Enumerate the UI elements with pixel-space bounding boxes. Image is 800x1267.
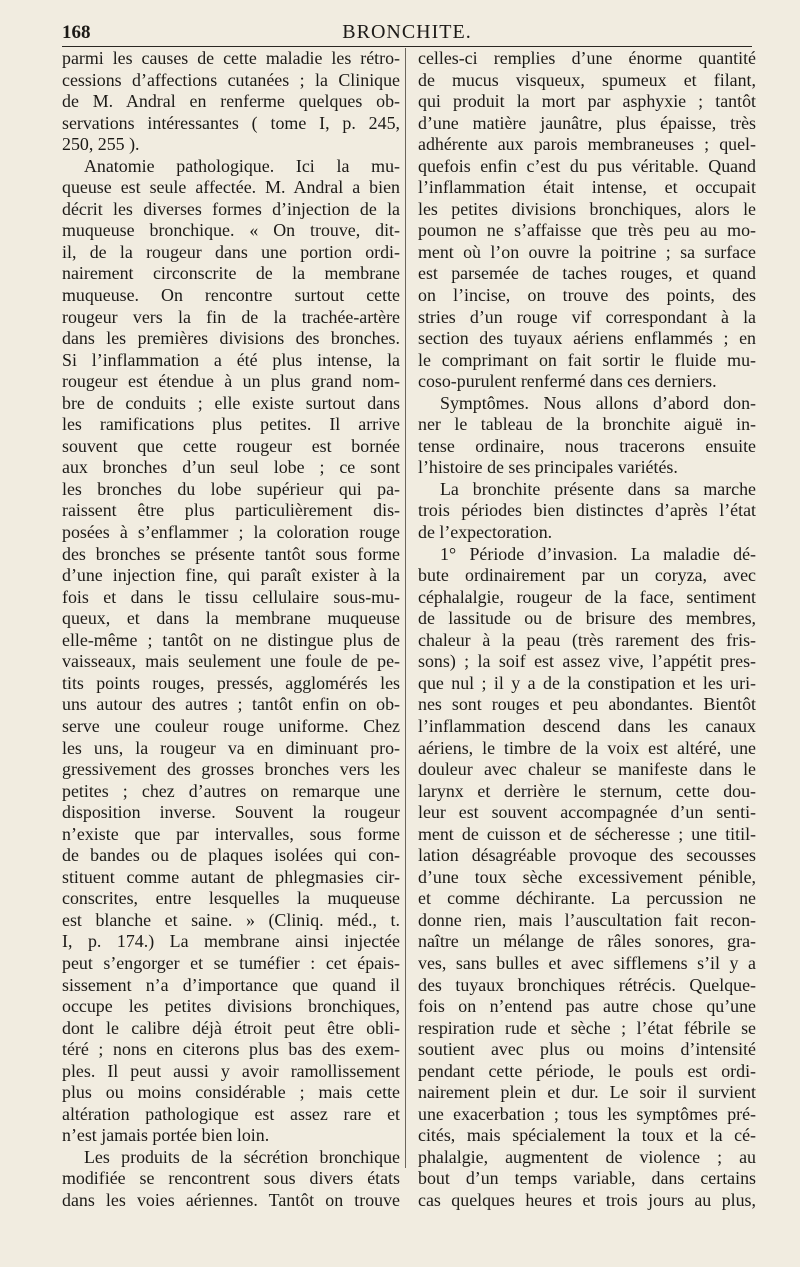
text-line: de l’expectoration. bbox=[418, 522, 553, 543]
text-line: La bronchite présente dans sa marche bbox=[440, 478, 756, 499]
text-line: et comme déchirante. La percussion ne bbox=[418, 888, 756, 909]
text-line: bout d’un temps variable, dans certains bbox=[418, 1168, 756, 1189]
text-line: dans les premières divisions des bronches. bbox=[62, 328, 400, 349]
text-line: ples. Il peut aussi y avoir ramollissement bbox=[62, 1060, 400, 1081]
text-line: téré ; nons en citerons plus bas des exem- bbox=[62, 1039, 400, 1060]
text-line: le comprimant on fait sortir le fluide mu- bbox=[418, 349, 756, 370]
text-line: ner le tableau de la bronchite aiguë in- bbox=[418, 414, 756, 435]
text-line: queux, et dans la membrane muqueuse bbox=[62, 608, 400, 629]
text-line: d’une toux sèche excessivement pénible, bbox=[418, 866, 756, 887]
text-line: de M. Andral en renferme quelques ob- bbox=[62, 91, 400, 112]
text-line: parmi les causes de cette maladie les rétro- bbox=[62, 48, 400, 68]
text-line: souvent que cette rougeur est bornée bbox=[62, 435, 400, 456]
text-line: est blanche et saine. » (Cliniq. méd., t. bbox=[62, 909, 400, 930]
text-line: adhérente aux parois membraneuses ; quel- bbox=[418, 134, 756, 155]
text-line: stituent comme autant de phlegmasies cir- bbox=[62, 866, 400, 887]
text-line: petites ; chez d’autres on remarque une bbox=[62, 780, 400, 801]
text-line: phalalgie, augmentent de violence ; au bbox=[418, 1146, 756, 1167]
text-line: Anatomie pathologique. Ici la mu- bbox=[84, 155, 400, 176]
text-line: aux bronches d’un seul lobe ; ce sont bbox=[62, 457, 400, 478]
text-line: des bronches se présente tantôt sous forme bbox=[62, 543, 400, 564]
text-line: est parsemée de taches rouges, et quand bbox=[418, 263, 756, 284]
text-line: trois périodes bien distinctes d’après l’état bbox=[418, 500, 756, 521]
text-line: de mucus visqueux, spumeux et filant, bbox=[418, 69, 756, 90]
text-line: larynx et derrière le sternum, cette dou- bbox=[418, 780, 756, 801]
text-line: coso-purulent renfermé dans ces derniers. bbox=[418, 371, 717, 392]
text-line: sons) ; la soif est assez vive, l’appétit pres- bbox=[418, 651, 756, 672]
text-line: naître un mélange de râles sonores, gra- bbox=[418, 931, 756, 952]
text-line: serve une couleur rouge uniforme. Chez bbox=[62, 715, 400, 736]
text-line: sissement n’a d’importance que quand il bbox=[62, 974, 400, 995]
text-line: posées à s’enflammer ; la coloration rouge bbox=[62, 522, 400, 543]
text-line: altération pathologique est assez rare et bbox=[62, 1103, 400, 1124]
text-line: peut s’engorger et se tuméfier : cet épais- bbox=[62, 952, 400, 973]
text-line: modifiée se rencontrent sous divers états bbox=[62, 1168, 400, 1189]
text-line: muqueuse. On rencontre surtout cette bbox=[62, 285, 400, 306]
text-line: les uns, la rougeur va en diminuant pro- bbox=[62, 737, 400, 758]
text-line: rougeur est étendue à un plus grand nom- bbox=[62, 371, 400, 392]
text-line: d’une injection fine, qui paraît exister à la bbox=[62, 565, 400, 586]
text-line: aériens, le timbre de la voix est altéré, une bbox=[418, 737, 756, 758]
text-line: leur est souvent accompagnée d’un senti- bbox=[418, 802, 756, 823]
text-line: raissent être plus particulièrement dis- bbox=[62, 500, 400, 521]
text-line: céphalalgie, rougeur de la face, sentiment bbox=[418, 586, 756, 607]
running-title: BRONCHITE. bbox=[342, 21, 472, 43]
text-line: que nul ; il y a de la constipation et les uri- bbox=[418, 672, 756, 693]
text-line: nairement plein et dur. Le soir il survient bbox=[418, 1082, 756, 1103]
text-line: tense ordinaire, nous tracerons ensuite bbox=[418, 435, 756, 456]
text-line: section des tuyaux aériens enflammés ; en bbox=[418, 328, 756, 349]
text-line: tits points rouges, pressés, agglomérés les bbox=[62, 672, 400, 693]
text-line: de bandes ou de plaques isolées qui con- bbox=[62, 845, 400, 866]
text-line: chaleur à la peau (très rarement des fris- bbox=[418, 629, 756, 650]
column-divider bbox=[405, 48, 406, 1168]
text-line: ment de cuisson et de sécheresse ; une titil- bbox=[418, 823, 756, 844]
text-line: cas quelques heures et trois jours au plus, bbox=[418, 1189, 756, 1210]
text-line: elle-même ; tantôt on ne distingue plus de bbox=[62, 629, 400, 650]
text-line: bute ordinairement par un coryza, avec bbox=[418, 565, 756, 586]
text-line: gressivement des grosses bronches vers les bbox=[62, 759, 400, 780]
text-line: lation désagréable provoque des secousses bbox=[418, 845, 756, 866]
text-line: pendant cette période, le pouls est ordi- bbox=[418, 1060, 756, 1081]
text-line: disposition inverse. Souvent la rougeur bbox=[62, 802, 400, 823]
text-line: on l’incise, on trouve des points, des bbox=[418, 285, 756, 306]
text-line: conscrites, entre lesquelles la muqueuse bbox=[62, 888, 400, 909]
text-line: fois on n’entend pas autre chose qu’une bbox=[418, 996, 756, 1017]
text-line: ves, sans bulles et avec sifflemens s’il y a bbox=[418, 952, 756, 973]
text-line: I, p. 174.) La membrane ainsi injectée bbox=[62, 931, 400, 952]
text-line: qui produit la mort par asphyxie ; tantôt bbox=[418, 91, 756, 112]
text-line: Symptômes. Nous allons d’abord don- bbox=[440, 392, 756, 413]
text-line: dans les voies aériennes. Tantôt on trouve bbox=[62, 1189, 400, 1210]
text-line: l’histoire de ses principales variétés. bbox=[418, 457, 678, 478]
text-line: uns autour des autres ; tantôt enfin on ob- bbox=[62, 694, 400, 715]
text-line: nairement circonscrite de la membrane bbox=[62, 263, 400, 284]
text-line: cités, mais spécialement la toux et la cé- bbox=[418, 1125, 756, 1146]
page-header bbox=[62, 20, 752, 47]
text-line: d’une matière jaunâtre, plus épaisse, très bbox=[418, 112, 756, 133]
text-line: queuse est seule affectée. M. Andral a bien bbox=[62, 177, 400, 198]
text-line: n’existe que par intervalles, sous forme bbox=[62, 823, 400, 844]
text-line: l’inflammation était intense, et occupait bbox=[418, 177, 756, 198]
text-line: bre de conduits ; elle existe surtout dans bbox=[62, 392, 400, 413]
text-line: cessions d’affections cutanées ; la Clinique bbox=[62, 69, 400, 90]
text-line: des tuyaux bronchiques rétrécis. Quelque- bbox=[418, 974, 756, 995]
text-line: dont le calibre déjà étroit peut être obli- bbox=[62, 1017, 400, 1038]
text-line: donne rien, mais l’auscultation fait recon- bbox=[418, 909, 756, 930]
text-line: muqueuse bronchique. « On trouve, dit- bbox=[62, 220, 400, 241]
text-line: une exacerbation ; tous les symptômes pré- bbox=[418, 1103, 756, 1124]
text-line: Les produits de la sécrétion bronchique bbox=[84, 1146, 400, 1167]
text-line: rougeur vers la fin de la trachée-artère bbox=[62, 306, 400, 327]
text-line: 1° Période d’invasion. La maladie dé- bbox=[440, 543, 756, 564]
text-line: douleur avec chaleur se manifeste dans le bbox=[418, 759, 756, 780]
text-line: décrit les diverses formes d’injection de la bbox=[62, 198, 400, 219]
text-line: occupe les petites divisions bronchiques, bbox=[62, 996, 400, 1017]
text-line: de lassitude ou de brisure des membres, bbox=[418, 608, 756, 629]
text-line: les bronches du lobe supérieur qui pa- bbox=[62, 478, 400, 499]
text-line: les petites divisions bronchiques, alors le bbox=[418, 198, 756, 219]
text-line: fois et dans le tissu cellulaire sous-mu- bbox=[62, 586, 400, 607]
text-line: respiration rude et sèche ; l’état fébrile se bbox=[418, 1017, 756, 1038]
text-line: ment où l’on ouvre la poitrine ; sa surface bbox=[418, 241, 756, 262]
text-line: servations intéressantes ( tome I, p. 245, bbox=[62, 112, 400, 133]
text-line: quefois enfin c’est du pus véritable. Quand bbox=[418, 155, 756, 176]
text-line: Si l’inflammation a été plus intense, la bbox=[62, 349, 400, 370]
left-column bbox=[62, 48, 400, 1212]
text-line: soutient avec plus ou moins d’intensité bbox=[418, 1039, 756, 1060]
page-number: 168 bbox=[62, 22, 91, 43]
text-line: nes sont rouges et peu abondantes. Bientôt bbox=[418, 694, 756, 715]
text-line: les ramifications plus petites. Il arrive bbox=[62, 414, 400, 435]
text-line: stries d’un rouge vif correspondant à la bbox=[418, 306, 756, 327]
text-line: plus ou moins considérable ; mais cette bbox=[62, 1082, 400, 1103]
text-line: celles-ci remplies d’une énorme quantité bbox=[418, 48, 756, 68]
text-line: 250, 255 ). bbox=[62, 134, 140, 155]
text-line: l’inflammation descend dans les canaux bbox=[418, 715, 756, 736]
text-line: n’est jamais portée bien loin. bbox=[62, 1125, 270, 1146]
text-line: il, de la rougeur dans une portion ordi- bbox=[62, 241, 400, 262]
text-line: poumon ne s’affaisse que très peu au mo- bbox=[418, 220, 756, 241]
text-line: vaisseaux, mais seulement une foule de pe- bbox=[62, 651, 400, 672]
right-column bbox=[418, 48, 756, 1212]
